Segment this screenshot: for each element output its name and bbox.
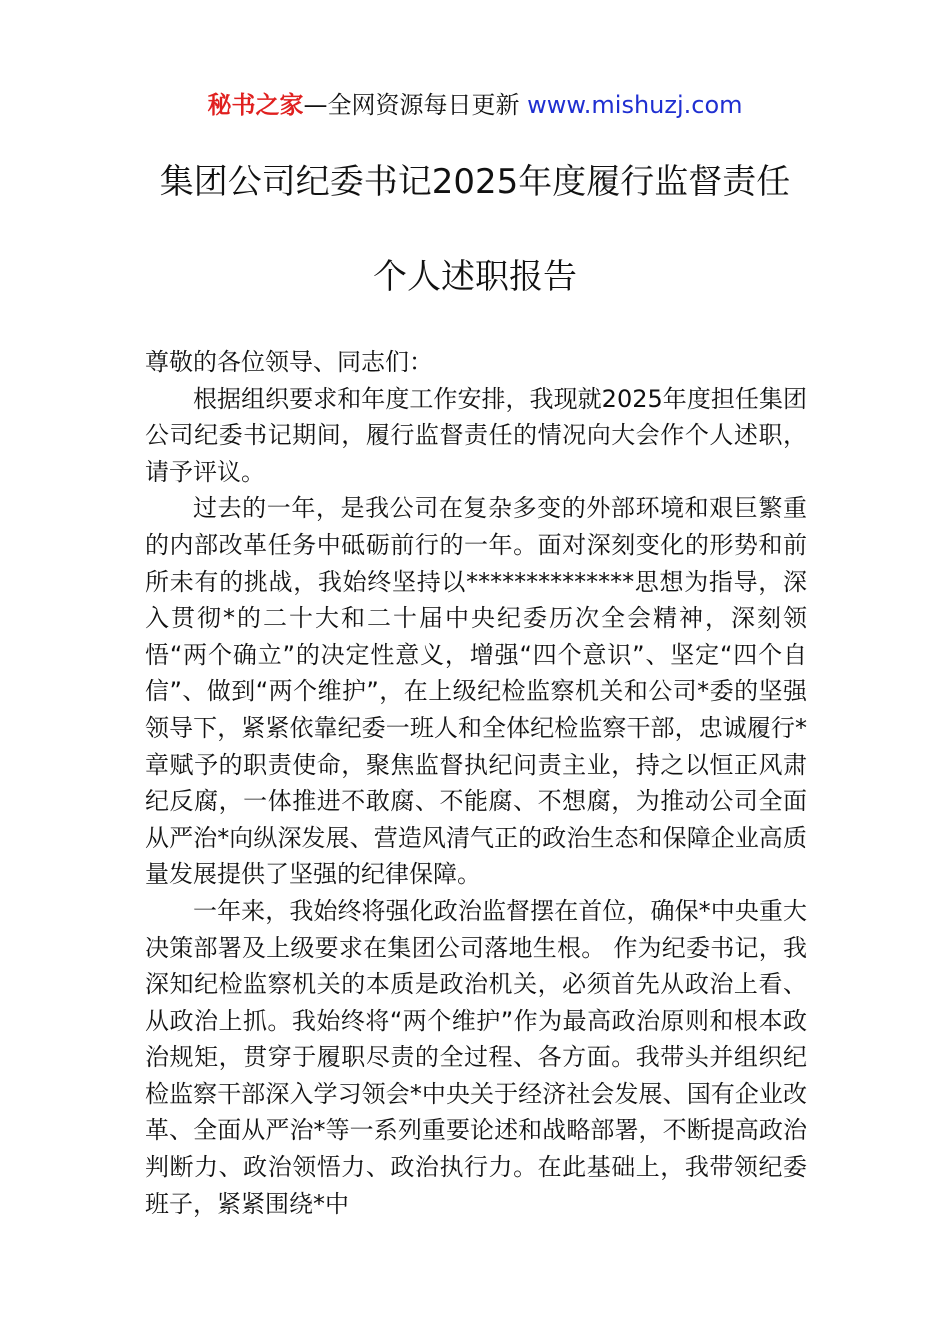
brand-name: 秘书之家 [207,91,304,119]
paragraph: 过去的一年，是我公司在复杂多变的外部环境和艰巨繁重的内部改革任务中砥砺前行的一年。面对深刻变化的形势和前所未有的挑战，我始终坚持以**************思想为指导，深入贯彻*的二十大和二十届中央纪委历次全会精神，深刻领悟“两个确立”的决定性意义，增强“四个意识”、坚定“四个自信”、做到“两个维护”，在上级纪检监察机关和公司*委的坚强领导下，紧紧依靠纪委一班人和全体纪检监察干部，忠诚履行*章赋予的职责使命，聚焦监督执纪问责主业，持之以恒正风肃纪反腐，一体推进不敢腐、不能腐、不想腐，为推动公司全面从严治*向纵深发展、营造风清气正的政治生态和保障企业高质量发展提供了坚强的纪律保障。 [145,494,807,889]
site-url-link[interactable]: www.mishuzj.com [527,91,743,119]
banner-tagline: —全网资源每日更新 [303,91,528,119]
document-body [145,344,807,1222]
site-banner [0,88,950,122]
document-title-line-2: 个人述职报告 [373,257,577,297]
paragraph: 一年来，我始终将强化政治监督摆在首位，确保*中央重大决策部署及上级要求在集团公司落地生根。 作为纪委书记，我深知纪检监察机关的本质是政治机关，必须首先从政治上看、从政治上抓。我始终将“两个维护”作为最高政治原则和根本政治规矩，贯穿于履职尽责的全过程、各方面。我带头并组织纪检监察干部深入学习领会*中央关于经济社会发展、国有企业改革、全面从严治*等一系列重要论述和战略部署，不断提高政治判断力、政治领悟力、政治执行力。在此基础上，我带领纪委班子，紧紧围绕*中 [145,896,807,1218]
paragraph: 根据组织要求和年度工作安排，我现就2025年度担任集团公司纪委书记期间，履行监督责任的情况向大会作个人述职，请予评议。 [145,384,807,486]
document-title-line-1: 集团公司纪委书记2025年度履行监督责任 [159,162,791,202]
salutation: 尊敬的各位领导、同志们： [145,348,433,376]
